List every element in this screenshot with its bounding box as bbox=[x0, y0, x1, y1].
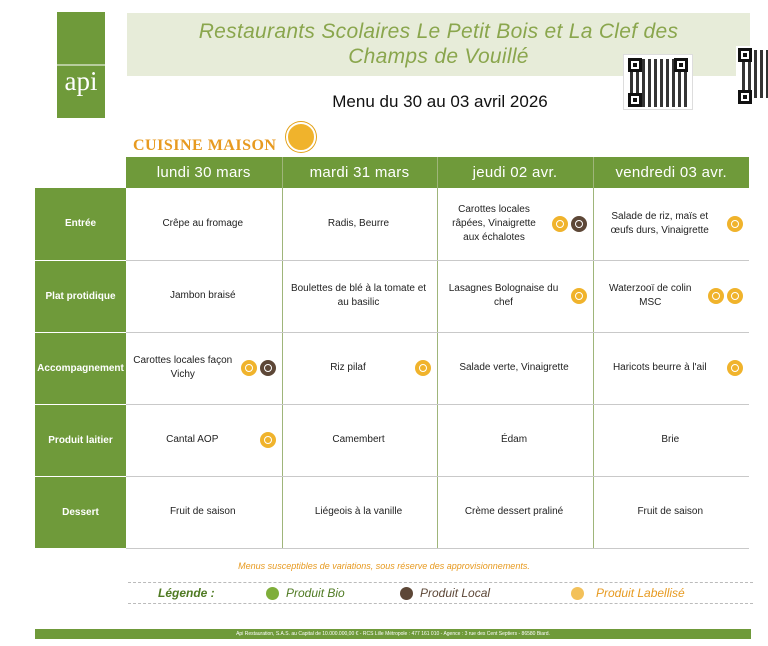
menu-cell bbox=[282, 332, 437, 404]
legend-bio: Produit Bio bbox=[286, 586, 345, 600]
dish-name: Waterzooï de colin MSC bbox=[609, 283, 692, 308]
dish-name: Fruit de saison bbox=[637, 506, 704, 517]
qr-code-icon-2[interactable] bbox=[736, 46, 768, 116]
title-line-2: Champs de Vouillé bbox=[348, 45, 529, 68]
menu-cell bbox=[593, 332, 749, 404]
menu-cell bbox=[437, 476, 593, 548]
api-logo bbox=[57, 12, 105, 118]
row-header: Dessert bbox=[35, 476, 126, 548]
label-icon bbox=[727, 288, 743, 304]
row-header: Plat protidique bbox=[35, 260, 126, 332]
menu-cell bbox=[126, 332, 282, 404]
menu-cell bbox=[593, 404, 749, 476]
local-icon bbox=[571, 216, 587, 232]
qr-code-icon[interactable] bbox=[623, 54, 693, 110]
menu-cell bbox=[593, 260, 749, 332]
day-header: vendredi 03 avr. bbox=[593, 157, 749, 188]
table-row bbox=[35, 188, 749, 260]
label-icon bbox=[415, 360, 431, 376]
label-icon bbox=[571, 288, 587, 304]
menu-cell bbox=[126, 404, 282, 476]
table-row bbox=[35, 404, 749, 476]
menu-cell bbox=[126, 260, 282, 332]
label-icon bbox=[708, 288, 724, 304]
dish-name: Liégeois à la vanille bbox=[314, 506, 403, 517]
day-header: jeudi 02 avr. bbox=[437, 157, 593, 188]
dish-name: Salade verte, Vinaigrette bbox=[459, 362, 569, 373]
menu-cell bbox=[593, 188, 749, 260]
dish-name: Camembert bbox=[332, 434, 385, 445]
dish-name: Brie bbox=[661, 434, 680, 445]
label-icon bbox=[552, 216, 568, 232]
label-icon bbox=[571, 587, 584, 600]
dish-name: Jambon braisé bbox=[169, 290, 236, 301]
menu-cell bbox=[282, 260, 437, 332]
menu-cell bbox=[437, 332, 593, 404]
dish-name: Crêpe au fromage bbox=[162, 217, 244, 229]
menu-cell bbox=[437, 188, 593, 260]
day-header: mardi 31 mars bbox=[282, 157, 437, 188]
day-header: lundi 30 mars bbox=[126, 157, 282, 188]
legend-label: Légende : bbox=[158, 586, 215, 600]
menu-cell bbox=[126, 188, 282, 260]
dish-name: Radis, Beurre bbox=[327, 217, 390, 229]
menu-cell bbox=[126, 476, 282, 548]
menu-cell bbox=[282, 476, 437, 548]
label-icon bbox=[241, 360, 257, 376]
table-row bbox=[35, 476, 749, 548]
label-icon bbox=[727, 216, 743, 232]
dish-name: Édam bbox=[500, 434, 528, 445]
row-header: Accompagnement bbox=[35, 332, 126, 404]
variation-note: Menus susceptibles de variations, sous réserve des approvisionnements. bbox=[238, 561, 530, 571]
dish-name: Haricots beurre à l'ail bbox=[612, 362, 707, 373]
table-row bbox=[35, 260, 749, 332]
table-row bbox=[35, 332, 749, 404]
title-line-1: Restaurants Scolaires Le Petit Bois et La Clef des bbox=[198, 20, 679, 43]
dish-name: Lasagnes Bolognaise du chef bbox=[448, 283, 559, 308]
menu-table bbox=[35, 157, 749, 549]
row-header: Produit laitier bbox=[35, 404, 126, 476]
dish-name: Fruit de saison bbox=[169, 506, 236, 517]
legend bbox=[128, 582, 753, 604]
menu-cell bbox=[437, 260, 593, 332]
dish-name: Cantal AOP bbox=[166, 434, 219, 445]
cuisine-maison-label: CUISINE MAISON bbox=[133, 137, 277, 154]
row-header: Entrée bbox=[35, 188, 126, 260]
legend-local: Produit Local bbox=[420, 586, 491, 600]
menu-dates: Menu du 30 au 03 avril 2026 bbox=[332, 92, 548, 111]
bio-icon bbox=[266, 587, 279, 600]
label-icon bbox=[727, 360, 743, 376]
chef-hat-icon bbox=[286, 122, 316, 152]
label-icon bbox=[260, 432, 276, 448]
logo-text: api bbox=[64, 66, 98, 96]
dish-name: Boulettes de blé à la tomate et au basilic bbox=[290, 283, 427, 308]
legend-labellise: Produit Labellisé bbox=[596, 586, 685, 600]
menu-cell bbox=[437, 404, 593, 476]
local-icon bbox=[260, 360, 276, 376]
dish-name: Carottes locales râpées, Vinaigrette aux échalotes bbox=[452, 203, 536, 243]
local-icon bbox=[400, 587, 413, 600]
dish-name: Riz pilaf bbox=[330, 362, 366, 373]
dish-name: Salade de riz, maïs et œufs durs, Vinaigrette bbox=[610, 210, 709, 236]
menu-cell bbox=[282, 404, 437, 476]
dish-name: Carottes locales façon Vichy bbox=[133, 355, 233, 380]
dish-name: Crème dessert praliné bbox=[464, 506, 564, 517]
menu-cell bbox=[593, 476, 749, 548]
legal-footer: Api Restauration, S.A.S. au Capital de 10.000.000,00 € - RCS Lille Métropole : 477 161 010 - Agence : 3 rue des Cent Septiers - 86580 Biard. bbox=[35, 629, 751, 639]
menu-cell bbox=[282, 188, 437, 260]
